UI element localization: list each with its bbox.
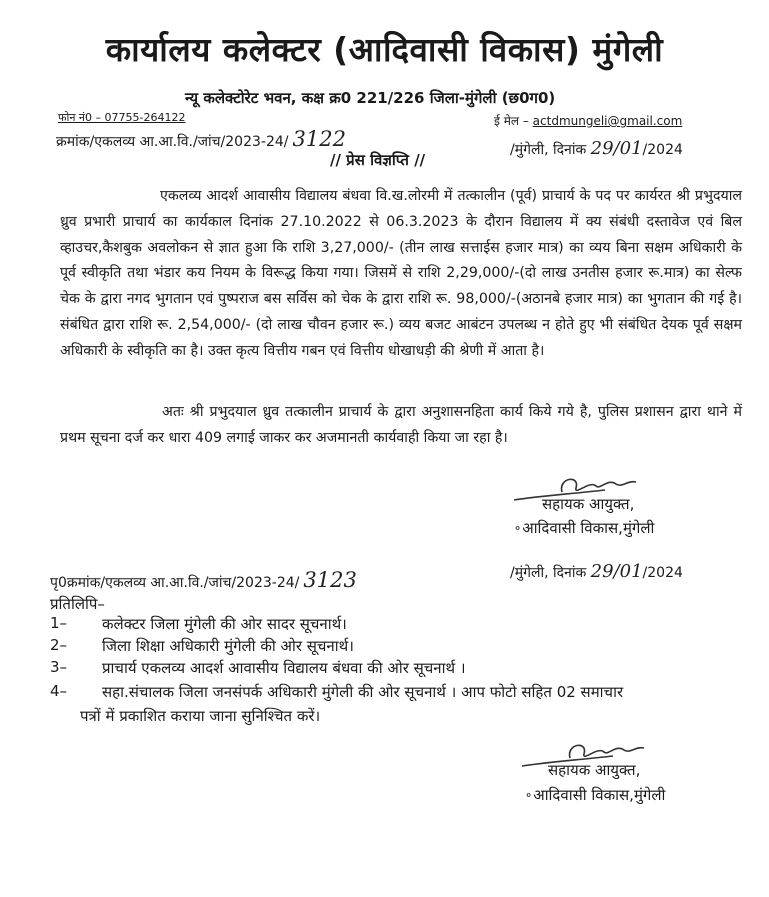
reference-number (56, 127, 346, 151)
reference-place-date (510, 138, 683, 159)
signatory-designation: सहायक आयुक्त, (548, 761, 641, 779)
signatory-office: ⚬आदिवासी विकास,मुंगेली (513, 519, 655, 537)
email-address: actdmungeli@gmail.com (532, 114, 683, 128)
signatory-office: ⚬आदिवासी विकास,मुंगेली (524, 786, 666, 804)
date-year: /2024 (642, 142, 683, 158)
reference-handwritten-number: 3122 (292, 127, 346, 151)
stamp-mark-icon: ⚬ (524, 789, 534, 802)
press-release-heading: // प्रेस विज्ञप्ति // (330, 151, 426, 169)
handwritten-date: 29/01 (590, 138, 643, 159)
endorsement-reference-number (50, 568, 357, 592)
copy-to-heading: प्रतिलिपि– (50, 595, 105, 613)
email-line (494, 112, 682, 129)
list-item-continuation: पत्रों में प्रकाशित कराया जाना सुनिश्चित करें। (80, 707, 321, 725)
endorsement-handwritten-date: 29/01 (590, 561, 643, 582)
office-title: कार्यालय कलेक्टर (आदिवासी विकास) मुंगेली (105, 30, 664, 69)
body-paragraph-1: एकलव्य आदर्श आवासीय विद्यालय बंधवा वि.ख.लोरमी में तत्कालीन (पूर्व) प्राचार्य के पद पर कार्यरत श्री प्रभुदयाल ध्रुव प्रभारी प्राचार्य का कार्यकाल दिनांक 27.10.2022 से 06.3.2023 के दौरान विद्यालय में क्य संबंधी दस्तावेज एवं बिल व्हाउचर,कैशबुक अवलोकन से ज्ञात हुआ कि राशि 3,27,000/- (तीन लाख सत्ताईस हजार मात्र) का व्यय बिना सक्षम अधिकारी के पूर्व स्वीकृति तथा भंडार कय नियम के विरूद्ध किया गया। जिसमें से राशि 2,29,000/-(दो लाख उनतीस हजार रू.मात्र) का सेल्फ चेक के द्वारा नगद भुगतान एवं पुष्पराज बस सर्विस को चेक के द्वारा राशि रू. 98,000/-(अठानबे हजार मात्र) का भुगतान की गई है। संबंधित द्वारा राशि रू. 2,54,000/- (दो लाख चौवन हजार रू.) व्यय बजट आबंटन उपलब्ध न होते हुए भी संबंधित देयक पूर्व सक्षम अधिकारी के स्वीकृति का है। उक्त कृत्य वित्तीय गबन एवं वित्तीय धोखाधड़ी की श्रेणी में आता है। (60, 188, 742, 359)
office-address: न्यू कलेक्टोरेट भवन, कक्ष क्र0 221/226 जिला-मुंगेली (छ0ग0) (185, 89, 556, 107)
endorsement-year: /2024 (642, 565, 683, 581)
place-date-prefix: /मुंगेली, दिनांक (510, 142, 587, 158)
copy-to-list: 1– कलेक्टर जिला मुंगेली की ओर सादर सूचनार्थ। 2– जिला शिक्षा अधिकारी मुंगेली की ओर सूचनार्थ। 3– प्राचार्य एकलव्य आदर्श आवासीय विद्यालय बंधवा की ओर सूचनार्थ । 4– सहा.संचालक जिला जनसंपर्क अधिकारी मुंगेली की ओर सूचनार्थ । आप फोटो सहित 02 समाचार (50, 614, 624, 701)
endorsement-place-date (510, 561, 683, 582)
endorsement-date-prefix: /मुंगेली, दिनांक (510, 565, 587, 581)
endorsement-prefix: पृ0क्रमांक/एकलव्य आ.आ.वि./जांच/2023-24/ (50, 575, 300, 591)
endorsement-handwritten-number: 3123 (303, 568, 357, 592)
stamp-mark-icon: ⚬ (513, 522, 523, 535)
email-label: ई मेल – (494, 114, 529, 128)
body-paragraph-2: अतः श्री प्रभुदयाल ध्रुव तत्कालीन प्राचार्य के द्वारा अनुशासनहिता कार्य किये गये है, पुलिस प्रशासन द्वारा थाने में प्रथम सूचना दर्ज कर धारा 409 लगाई जाकर कर अजमानती कार्यवाही किया जा रहा है। (60, 404, 742, 446)
phone-number: फोन नं0 – 07755-264122 (58, 111, 186, 124)
signatory-designation: सहायक आयुक्त, (542, 495, 635, 513)
reference-prefix: क्रमांक/एकलव्य आ.आ.वि./जांच/2023-24/ (56, 134, 289, 150)
